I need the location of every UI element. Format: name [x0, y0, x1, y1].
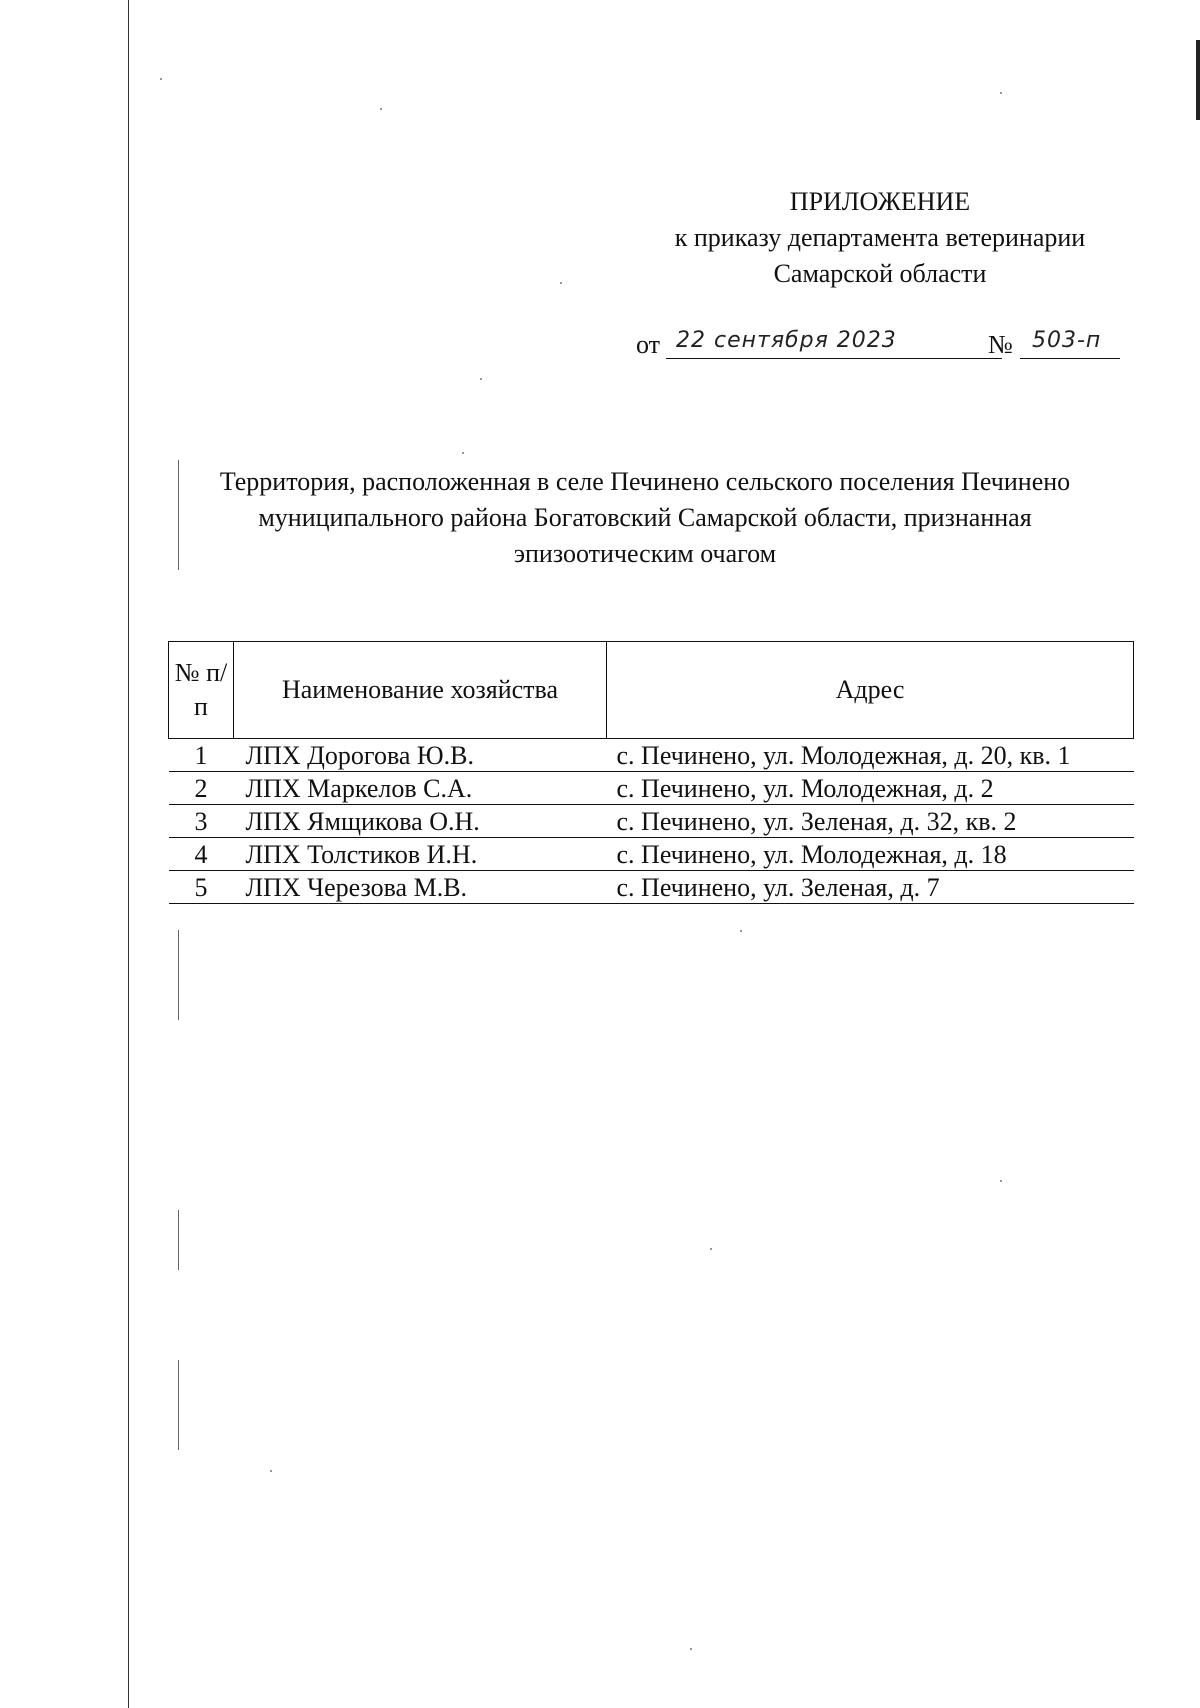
appendix-title: ПРИЛОЖЕНИЕ: [789, 187, 971, 216]
farm-name: ЛПХ Черезова М.В.: [234, 871, 607, 904]
scan-margin-line: [128, 0, 129, 1708]
table-row: [169, 838, 1134, 871]
table-header-row: [169, 642, 1134, 739]
table-row: [169, 871, 1134, 904]
scan-edge-mark: [1196, 40, 1200, 120]
row-number: 5: [169, 871, 234, 904]
farm-address: с. Печинено, ул. Молодежная, д. 18: [607, 838, 1134, 871]
from-label: от: [636, 330, 661, 359]
number-label: №: [988, 330, 1013, 359]
order-date-field: [666, 322, 1002, 359]
row-number: 4: [169, 838, 234, 871]
farm-address: с. Печинено, ул. Молодежная, д. 20, кв. 1: [607, 739, 1134, 772]
farm-name: ЛПХ Маркелов С.А.: [234, 772, 607, 805]
order-date-row: [636, 322, 1120, 362]
header-number: № п/п: [169, 642, 234, 739]
farm-address: с. Печинено, ул. Молодежная, д. 2: [607, 772, 1134, 805]
table-row: [169, 772, 1134, 805]
farm-address: с. Печинено, ул. Зеленая, д. 7: [607, 871, 1134, 904]
farms-table: [168, 641, 1134, 904]
table-row: [169, 739, 1134, 772]
table-row: [169, 805, 1134, 838]
row-number: 2: [169, 772, 234, 805]
row-number: 1: [169, 739, 234, 772]
header-farm-name: Наименование хозяйства: [234, 642, 607, 739]
document-heading: Территория, расположенная в селе Печинено сельского поселения Печинено муниципального района Богатовский Самарской области, признанная эпизоотическим очагом: [219, 467, 1071, 568]
scan-margin-dash: [178, 1210, 179, 1270]
appendix-region: Самарской области: [773, 259, 987, 288]
scan-margin-dash: [178, 930, 179, 1020]
handwritten-number: 503-п: [1032, 328, 1102, 353]
farm-name: ЛПХ Толстиков И.Н.: [234, 838, 607, 871]
order-number-field: [1020, 322, 1120, 359]
header-address: Адрес: [607, 642, 1134, 739]
row-number: 3: [169, 805, 234, 838]
appendix-subtitle: к приказу департамента ветеринарии: [674, 223, 1086, 252]
farm-address: с. Печинено, ул. Зеленая, д. 32, кв. 2: [607, 805, 1134, 838]
handwritten-date: 22 сентября 2023: [676, 328, 897, 353]
farm-name: ЛПХ Дорогова Ю.В.: [234, 739, 607, 772]
farm-name: ЛПХ Ямщикова О.Н.: [234, 805, 607, 838]
scan-margin-dash: [178, 1360, 179, 1450]
